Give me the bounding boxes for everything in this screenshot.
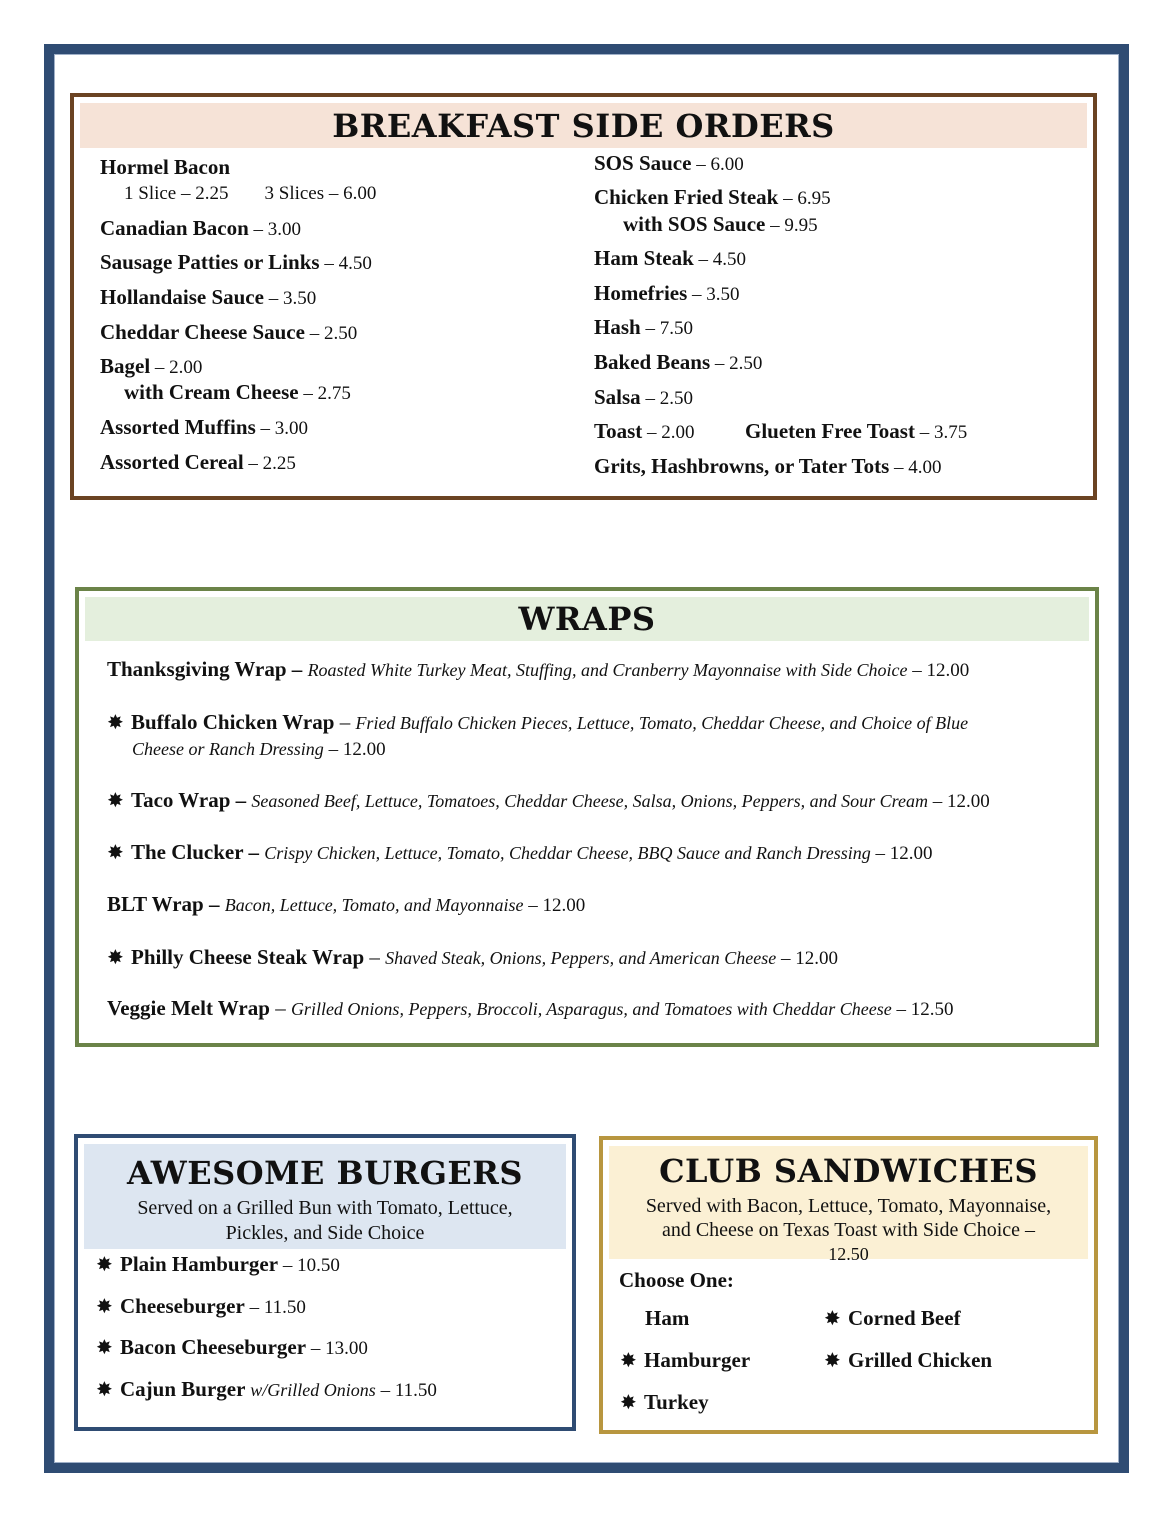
star-icon: ✸	[824, 1308, 841, 1330]
wrap-item: Veggie Melt Wrap – Grilled Onions, Peppers, Broccoli, Asparagus, and Tomatoes with Cheddar Cheese – 12.50	[107, 996, 954, 1020]
burger-item: ✸ Cheeseburger – 11.50	[96, 1294, 306, 1318]
menu-item: Homefries – 3.50	[594, 281, 740, 305]
menu-item: Hash – 7.50	[594, 315, 693, 339]
club-option: ✸ Hamburger	[620, 1348, 751, 1372]
club-option: ✸ Turkey	[620, 1390, 709, 1414]
menu-subitem: 1 Slice – 2.25 3 Slices – 6.00	[124, 183, 377, 204]
star-icon: ✸	[620, 1392, 637, 1414]
star-icon: ✸	[96, 1379, 113, 1401]
burgers-subtitle: Served on a Grilled Bun with Tomato, Lettuce, Pickles, and Side Choice	[137, 1197, 513, 1244]
star-icon: ✸	[107, 842, 124, 864]
burger-item: ✸ Cajun Burger w/Grilled Onions – 11.50	[96, 1377, 437, 1401]
menu-subitem: with Cream Cheese – 2.75	[124, 380, 351, 404]
breakfast-header	[80, 103, 1087, 148]
wrap-item: ✸ Philly Cheese Steak Wrap – Shaved Steak, Onions, Peppers, and American Cheese – 12.00	[107, 945, 838, 969]
menu-item: Canadian Bacon – 3.00	[100, 216, 302, 240]
menu-item: Hormel Bacon	[100, 155, 231, 179]
wraps-title: WRAPS	[518, 600, 656, 638]
club-header	[609, 1146, 1088, 1264]
wrap-item: ✸ Taco Wrap – Seasoned Beef, Lettuce, Tomatoes, Cheddar Cheese, Salsa, Onions, Peppers, and Sour Cream – 12.00	[107, 788, 990, 812]
burger-item: ✸ Plain Hamburger – 10.50	[96, 1252, 340, 1276]
menu-item: SOS Sauce – 6.00	[594, 151, 744, 175]
menu-item: Chicken Fried Steak – 6.95	[594, 185, 831, 209]
choose-one-label: Choose One:	[619, 1268, 734, 1292]
club-option: ✸ Grilled Chicken	[824, 1348, 993, 1372]
wrap-item: BLT Wrap – Bacon, Lettuce, Tomato, and Mayonnaise – 12.00	[107, 892, 586, 916]
club-option: ✸ Corned Beef	[824, 1306, 961, 1330]
menu-item: Glueten Free Toast – 3.75	[745, 419, 968, 443]
wraps-header	[85, 597, 1089, 641]
menu-item: Bagel – 2.00	[100, 354, 203, 378]
club-title: CLUB SANDWICHES	[659, 1152, 1038, 1190]
menu-item: Toast – 2.00	[594, 419, 695, 443]
club-subtitle: Served with Bacon, Lettuce, Tomato, Mayonnaise, and Cheese on Texas Toast with Side Choice – 12.50	[645, 1195, 1052, 1264]
star-icon: ✸	[620, 1350, 637, 1372]
star-icon: ✸	[96, 1296, 113, 1318]
burgers-title: AWESOME BURGERS	[127, 1154, 523, 1192]
star-icon: ✸	[107, 790, 124, 812]
wraps-section	[75, 587, 1099, 1047]
menu-item: Grits, Hashbrowns, or Tater Tots – 4.00	[594, 454, 942, 478]
star-icon: ✸	[107, 712, 124, 734]
menu-item: Sausage Patties or Links – 4.50	[100, 250, 372, 274]
breakfast-section	[70, 93, 1097, 500]
menu-item: Cheddar Cheese Sauce – 2.50	[100, 320, 358, 344]
star-icon: ✸	[824, 1350, 841, 1372]
menu-item: Hollandaise Sauce – 3.50	[100, 285, 317, 309]
wrap-item: ✸ The Clucker – Crispy Chicken, Lettuce, Tomato, Cheddar Cheese, BBQ Sauce and Ranch Dressing – 12.00	[107, 840, 933, 864]
star-icon: ✸	[96, 1254, 113, 1276]
star-icon: ✸	[107, 947, 124, 969]
menu-item: Salsa – 2.50	[594, 385, 693, 409]
menu-item: Baked Beans – 2.50	[594, 350, 763, 374]
club-option: Ham	[645, 1306, 690, 1330]
wrap-item: ✸ Buffalo Chicken Wrap – Fried Buffalo Chicken Pieces, Lettuce, Tomato, Cheddar Cheese, and Choice of Blue Cheese or Ranch Dressing – 12.00	[107, 710, 969, 760]
wrap-item: Thanksgiving Wrap – Roasted White Turkey Meat, Stuffing, and Cranberry Mayonnaise with Side Choice – 12.00	[107, 657, 970, 681]
menu-item: Ham Steak – 4.50	[594, 246, 746, 270]
star-icon: ✸	[96, 1337, 113, 1359]
club-section	[599, 1136, 1098, 1434]
burgers-header	[84, 1144, 566, 1249]
menu-item: Assorted Cereal – 2.25	[100, 450, 296, 474]
burger-item: ✸ Bacon Cheeseburger – 13.00	[96, 1335, 368, 1359]
burgers-section	[74, 1134, 576, 1431]
menu-subitem: with SOS Sauce – 9.95	[623, 212, 818, 236]
menu-item: Assorted Muffins – 3.00	[100, 415, 308, 439]
breakfast-title: BREAKFAST SIDE ORDERS	[332, 107, 835, 145]
